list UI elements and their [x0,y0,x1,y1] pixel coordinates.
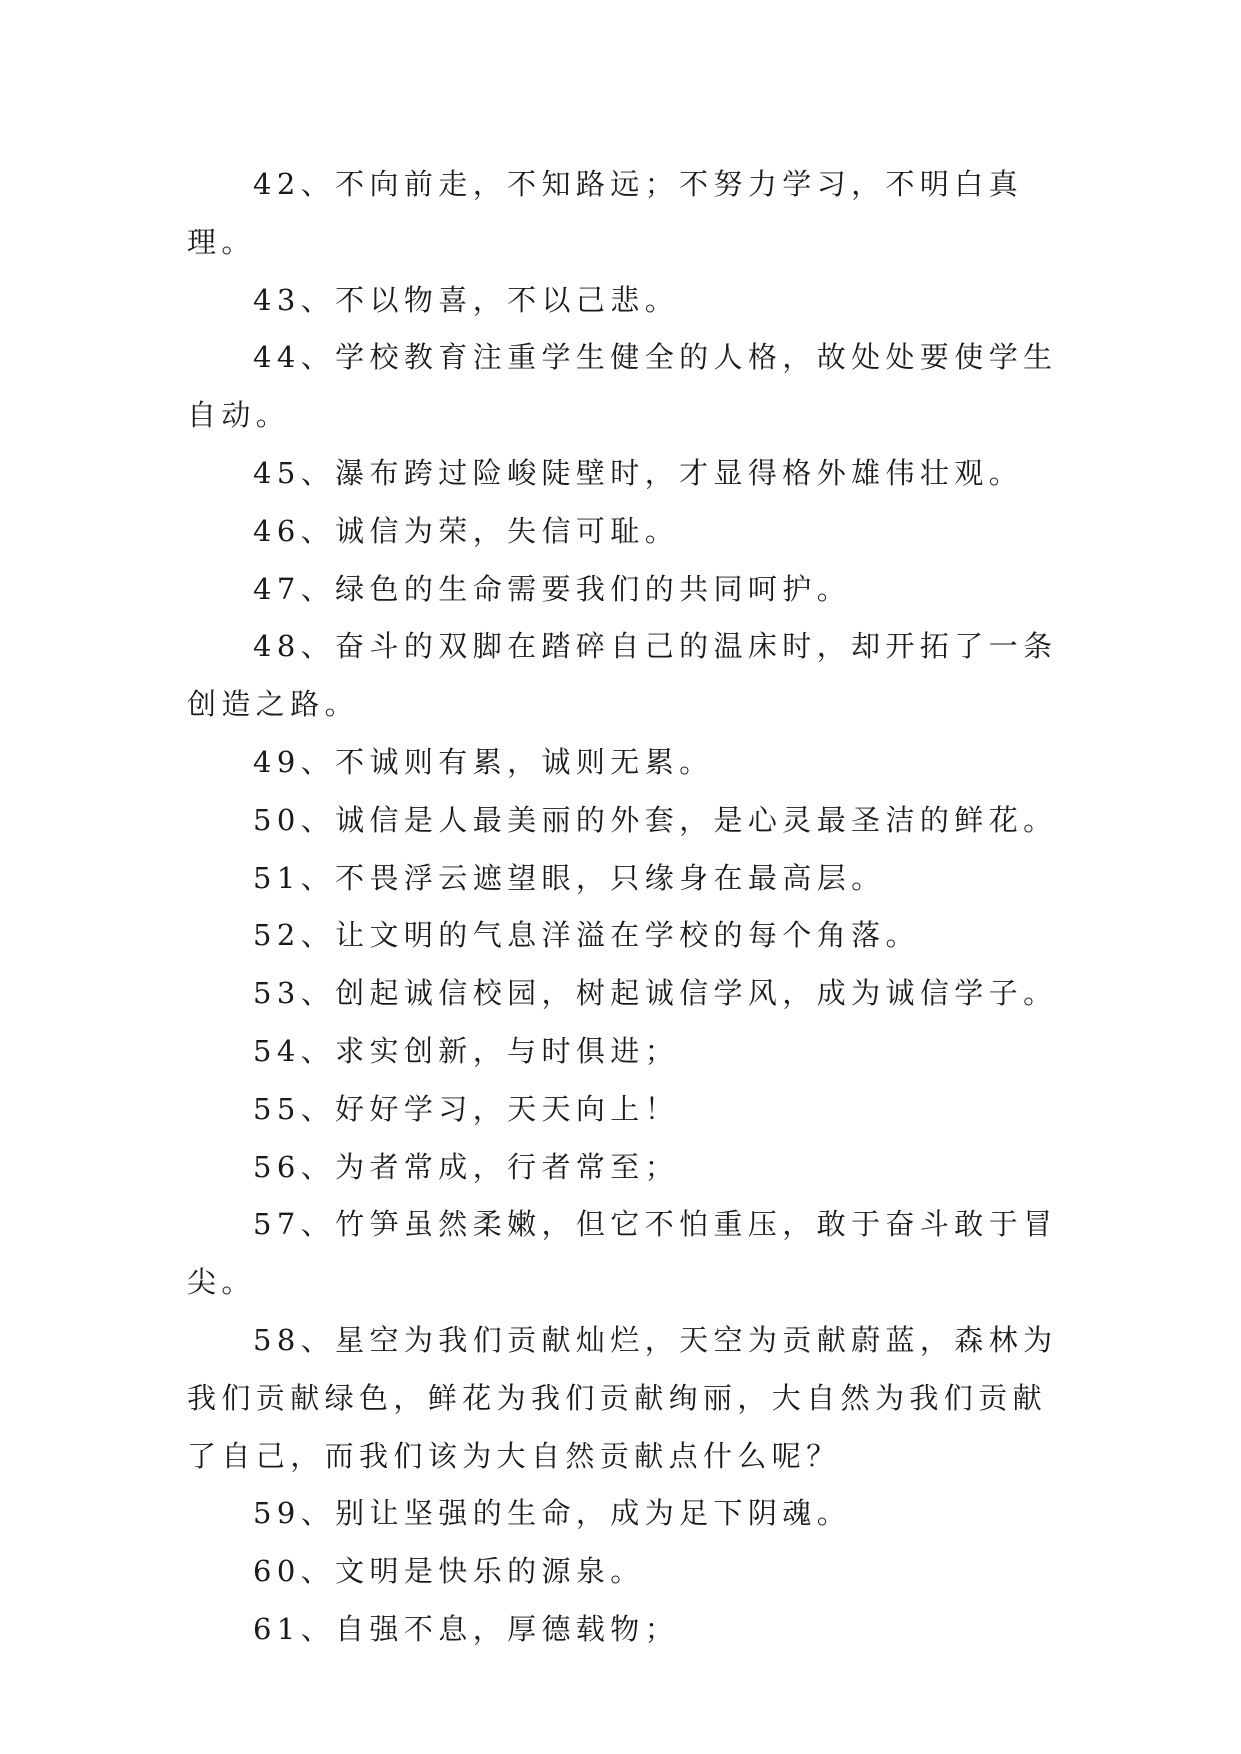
paragraph-45: 45、瀑布跨过险峻陡壁时，才显得格外雄伟壮观。 [253,455,1024,490]
paragraph-61: 61、自强不息，厚德载物； [253,1611,680,1646]
paragraph-46: 46、诚信为荣，失信可耻。 [253,513,680,548]
paragraph-54: 54、求实创新，与时俱进； [253,1033,680,1068]
paragraph-48: 48、奋斗的双脚在踏碎自己的温床时，却开拓了一条创造之路。 [187,629,1058,722]
paragraph-52: 52、让文明的气息洋溢在学校的每个角落。 [253,918,920,953]
paragraph-60: 60、文明是快乐的源泉。 [253,1554,645,1589]
paragraph-57: 57、竹笋虽然柔嫩，但它不怕重压，敢于奋斗敢于冒尖。 [187,1207,1058,1300]
paragraph-58: 58、星空为我们贡献灿烂，天空为贡献蔚蓝，森林为我们贡献绿色，鲜花为我们贡献绚丽，大自然为我们贡献了自己，而我们该为大自然贡献点什么呢？ [187,1322,1058,1473]
document-body [187,156,1067,1659]
paragraph-44: 44、学校教育注重学生健全的人格，故处处要使学生自动。 [187,340,1058,433]
paragraph-59: 59、别让坚强的生命，成为足下阴魂。 [253,1496,852,1531]
paragraph-43: 43、不以物喜，不以己悲。 [253,282,680,317]
paragraph-51: 51、不畏浮云遮望眼，只缘身在最高层。 [253,860,886,895]
paragraph-55: 55、好好学习，天天向上！ [253,1091,680,1126]
paragraph-47: 47、绿色的生命需要我们的共同呵护。 [253,571,852,606]
paragraph-56: 56、为者常成，行者常至； [253,1149,680,1184]
paragraph-42: 42、不向前走，不知路远；不努力学习，不明白真理。 [187,167,1024,259]
paragraph-49: 49、不诚则有累，诚则无累。 [253,744,714,779]
paragraph-53: 53、创起诚信校园，树起诚信学风，成为诚信学子。 [253,976,1058,1011]
paragraph-50: 50、诚信是人最美丽的外套，是心灵最圣洁的鲜花。 [253,802,1058,837]
